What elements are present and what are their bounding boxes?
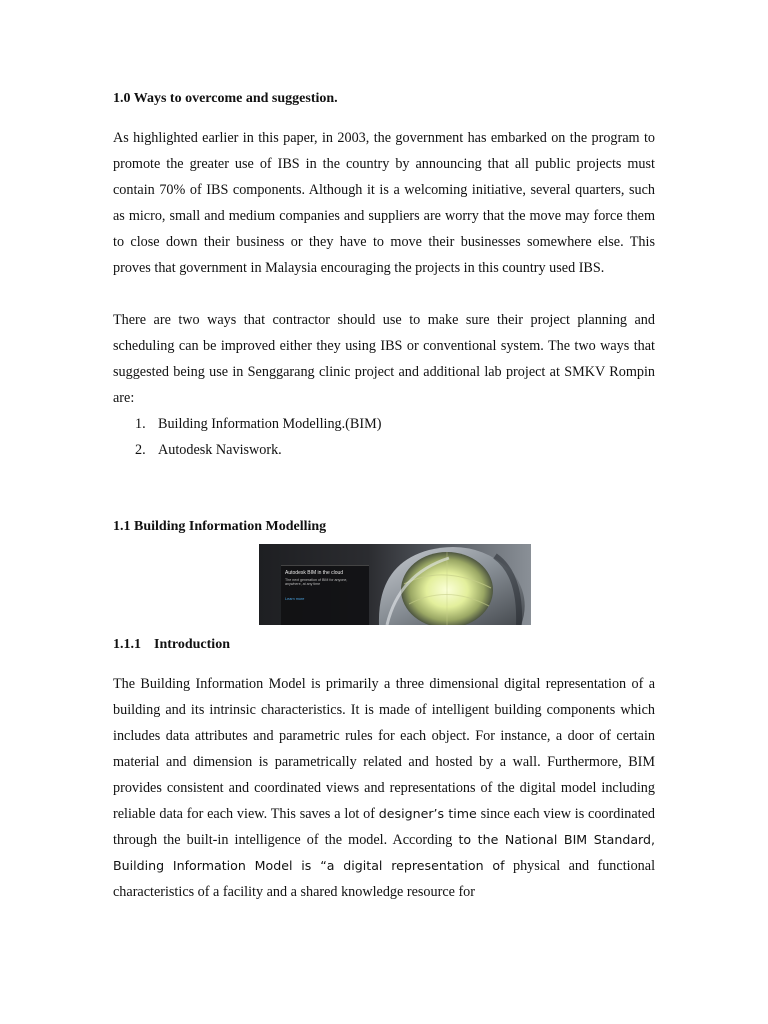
- bim-cloud-banner-image: [259, 544, 531, 625]
- suggestion-list: [135, 411, 381, 463]
- paragraph-text: since each view is coordinated through the built-in intelligence of the model. According: [113, 806, 655, 848]
- banner-learn-more-link[interactable]: Learn more: [285, 597, 305, 601]
- list-item: [135, 437, 381, 463]
- banner-caption-box: [281, 565, 369, 625]
- paragraph-bim-introduction: [113, 671, 655, 905]
- section-heading-bim: 1.1 Building Information Modelling: [113, 519, 327, 534]
- list-item-text: Building Information Modelling.(BIM): [158, 416, 382, 432]
- section-heading-introduction: [113, 637, 230, 653]
- section-heading-ways-to-overcome: 1.0 Ways to overcome and suggestion.: [113, 91, 338, 106]
- banner-title: Autodesk BIM in the cloud: [285, 570, 344, 576]
- list-item-text: Autodesk Naviswork.: [158, 442, 282, 458]
- paragraph-text: The Building Information Model is primarily a three dimensional digital representation of a building and its intrinsic characteristics. It is made of intelligent building components which includes data attributes and parametric rules for each object. For instance, a door of certain material and dimension is parametrically related and hosted by a wall. Furthermore, BIM provides consistent and coordinated views and representations of the digital model including reliable data for each view. This saves a lot of: [113, 676, 655, 822]
- list-item-number: 2.: [135, 442, 146, 458]
- banner-subtitle: The next generation of BIM for anyone, anywhere, at any time: [285, 578, 348, 587]
- paragraph-ibs-government: As highlighted earlier in this paper, in 2003, the government has embarked on the program to promote the greater use of IBS in the country by announcing that all public projects must contain 70% of IBS components. Although it is a welcoming initiative, several quarters, such as micro, small and medium companies and suppliers are worry that the move may force them to close down their business or they have to move their businesses somewhere else. This proves that government in Malaysia encouraging the projects in this country used IBS.: [113, 130, 655, 276]
- heading-number: 1.1.1: [113, 637, 141, 652]
- paragraph-text-sans: designer’s time: [378, 806, 477, 821]
- paragraph-two-ways: There are two ways that contractor should use to make sure their project planning and scheduling can be improved either they using IBS or conventional system. The two ways that suggested being use in Senggarang clinic project and additional lab project at SMKV Rompin are:: [113, 312, 655, 406]
- paragraph-text-sans: to the National BIM Standard, Building Information Model is “a digital representation of: [113, 832, 656, 873]
- list-item: [135, 411, 381, 437]
- paragraph-text: physical and functional characteristics of a facility and a shared knowledge resource for: [113, 858, 656, 900]
- list-item-number: 1.: [135, 416, 146, 432]
- heading-text: Introduction: [154, 637, 230, 652]
